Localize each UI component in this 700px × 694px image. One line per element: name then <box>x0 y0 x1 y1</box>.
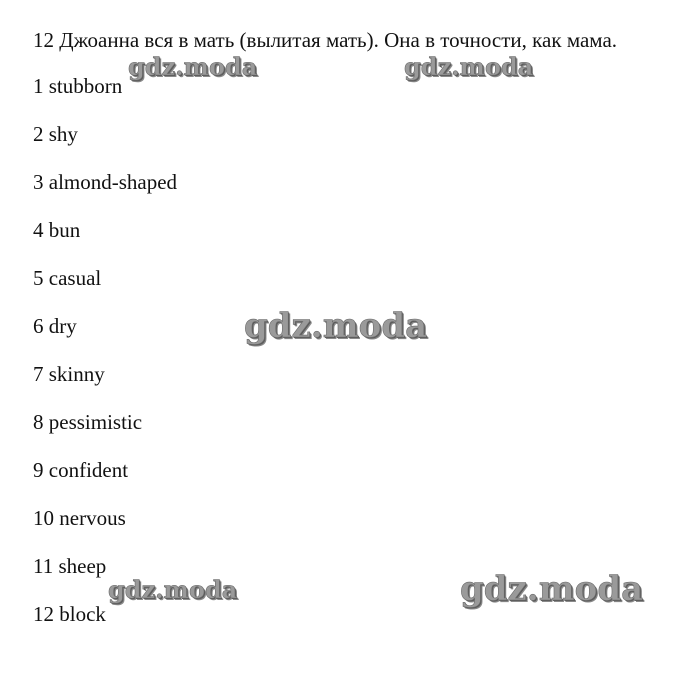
exercise-sentence: 12 Джоанна вся в мать (вылитая мать). Она в точности, как мама. <box>33 28 618 52</box>
answer-item-9: 9 confident <box>33 458 129 482</box>
answer-item-10: 10 nervous <box>33 506 126 530</box>
answer-item-3: 3 almond-shaped <box>33 170 178 194</box>
answer-item-8: 8 pessimistic <box>33 410 143 434</box>
answer-item-12: 12 block <box>33 602 106 626</box>
answer-item-2: 2 shy <box>33 122 78 146</box>
watermark-logo: gdz.moda <box>244 306 428 346</box>
watermark-logo: gdz.moda <box>128 52 258 81</box>
watermark-logo: gdz.moda <box>108 575 238 604</box>
answer-item-5: 5 casual <box>33 266 102 290</box>
answer-item-1: 1 stubborn <box>33 74 123 98</box>
answer-item-6: 6 dry <box>33 314 77 338</box>
watermark-logo: gdz.moda <box>404 52 534 81</box>
watermark-logo: gdz.moda <box>460 569 644 609</box>
answer-item-7: 7 skinny <box>33 362 105 386</box>
answer-item-4: 4 bun <box>33 218 81 242</box>
answer-item-11: 11 sheep <box>33 554 107 578</box>
